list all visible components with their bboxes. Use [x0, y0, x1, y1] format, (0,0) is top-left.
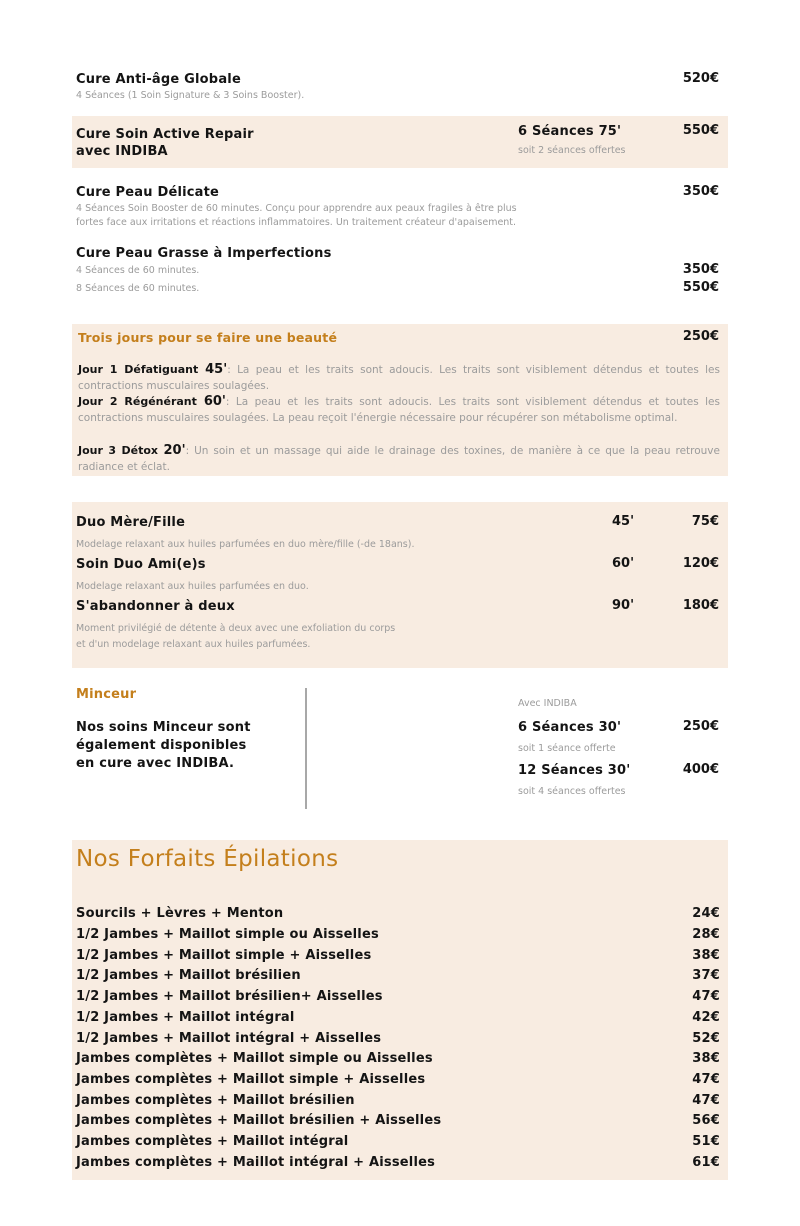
epilation-row [76, 1072, 720, 1093]
cure-option-desc: 8 Séances de 60 minutes. [76, 283, 200, 294]
epilation-row [76, 1031, 720, 1052]
epilation-label: Sourcils + Lèvres + Menton [76, 906, 284, 921]
cure-desc-line: 4 Séances Soin Booster de 60 minutes. Conçu pour apprendre aux peaux fragiles à être plus [76, 203, 517, 214]
duo-duration: 90' [612, 598, 635, 613]
jour-text: : Un soin et un massage qui aide le drainage des toxines, de manière à ce que la peau retrouve radiance et éclat. [78, 445, 720, 473]
epilation-label: Jambes complètes + Maillot intégral + Aisselles [76, 1155, 436, 1170]
epilation-row [76, 1093, 720, 1114]
cure-desc-line: fortes face aux irritations et réactions inflammatoires. Un traitement créateur d'apaisement. [76, 217, 517, 228]
jour-label: Jour 2 Régénérant 60' [78, 394, 226, 409]
epilation-label: 1/2 Jambes + Maillot intégral [76, 1010, 295, 1025]
epilation-row [76, 927, 720, 948]
cure-price: 550€ [682, 123, 719, 138]
minceur-price: 400€ [682, 762, 719, 777]
epilation-label: 1/2 Jambes + Maillot simple + Aisselles [76, 948, 372, 963]
epilation-label: 1/2 Jambes + Maillot simple ou Aisselles [76, 927, 379, 942]
epilation-price: 37€ [692, 968, 720, 983]
cure-title: Cure Anti-âge Globale [76, 72, 241, 87]
duo-title: Soin Duo Ami(e)s [76, 557, 206, 572]
epilation-row [76, 1051, 720, 1072]
cure-title-line: avec INDIBA [76, 144, 168, 159]
epilation-label: Jambes complètes + Maillot intégral [76, 1134, 349, 1149]
jour-text: : La peau et les traits sont adoucis. Les traits sont visiblement détendus et toutes les contractions musculaires soulagées. [78, 364, 720, 392]
epilation-label: 1/2 Jambes + Maillot intégral + Aisselles [76, 1031, 382, 1046]
cure-desc: 4 Séances (1 Soin Signature & 3 Soins Booster). [76, 90, 305, 101]
epilation-price: 24€ [692, 906, 720, 921]
minceur-sessions: 12 Séances 30' [518, 763, 631, 778]
minceur-text-line: également disponibles [76, 738, 247, 753]
duo-price: 120€ [682, 556, 719, 571]
epilation-row [76, 968, 720, 989]
jour-text: : La peau et les traits sont adoucis. Les traits sont visiblement détendus et toutes les contractions musculaires soulagées. La peau reçoit l'énergie nécessaire pour récupérer son métabolisme optimal. [78, 396, 720, 424]
minceur-offer: soit 4 séances offertes [518, 786, 626, 797]
jour-3 [78, 443, 720, 475]
cure-title: Cure Peau Grasse à Imperfections [76, 246, 332, 261]
cure-price: 520€ [682, 71, 719, 86]
epilation-label: Jambes complètes + Maillot brésilien + Aisselles [76, 1113, 442, 1128]
duo-duration: 60' [612, 556, 635, 571]
minceur-price: 250€ [682, 719, 719, 734]
cure-option-price: 550€ [682, 280, 719, 295]
jour-label: Jour 3 Détox 20' [78, 443, 186, 458]
jour-label: Jour 1 Défatiguant 45' [78, 362, 228, 377]
epilation-price: 61€ [692, 1155, 720, 1170]
duo-price: 75€ [691, 514, 719, 529]
minceur-divider [305, 688, 307, 809]
epilation-price: 28€ [692, 927, 720, 942]
duo-price: 180€ [682, 598, 719, 613]
epilations-title: Nos Forfaits Épilations [76, 846, 339, 872]
cure-price: 350€ [682, 184, 719, 199]
jour-2 [78, 394, 720, 426]
duo-desc-line: Moment privilégié de détente à deux avec une exfoliation du corps [76, 623, 396, 634]
epilation-row [76, 989, 720, 1010]
epilation-row [76, 1155, 720, 1176]
epilation-label: Jambes complètes + Maillot brésilien [76, 1093, 355, 1108]
minceur-sessions: 6 Séances 30' [518, 720, 622, 735]
epilation-row [76, 948, 720, 969]
cure-title: Cure Peau Délicate [76, 185, 220, 200]
epilation-price: 47€ [692, 1093, 720, 1108]
minceur-heading: Minceur [76, 687, 137, 702]
epilation-price: 38€ [692, 1051, 720, 1066]
epilation-row [76, 1113, 720, 1134]
duo-duration: 45' [612, 514, 635, 529]
epilation-row [76, 1010, 720, 1031]
epilation-price: 42€ [692, 1010, 720, 1025]
epilation-price: 38€ [692, 948, 720, 963]
duo-desc: Modelage relaxant aux huiles parfumées en duo. [76, 581, 309, 592]
epilation-label: 1/2 Jambes + Maillot brésilien [76, 968, 301, 983]
minceur-text-line: en cure avec INDIBA. [76, 756, 235, 771]
minceur-avec: Avec INDIBA [518, 698, 577, 709]
duo-desc-line: et d'un modelage relaxant aux huiles parfumées. [76, 639, 311, 650]
epilation-price: 47€ [692, 1072, 720, 1087]
minceur-offer: soit 1 séance offerte [518, 743, 616, 754]
cure-title-line: Cure Soin Active Repair [76, 127, 254, 142]
epilation-price: 47€ [692, 989, 720, 1004]
epilation-row [76, 906, 720, 927]
cure-option-price: 350€ [682, 262, 719, 277]
duo-desc: Modelage relaxant aux huiles parfumées en duo mère/fille (-de 18ans). [76, 539, 415, 550]
cure-offer: soit 2 séances offertes [518, 145, 626, 156]
cure-sessions: 6 Séances 75' [518, 124, 622, 139]
duo-title: S'abandonner à deux [76, 599, 235, 614]
epilation-price: 52€ [692, 1031, 720, 1046]
minceur-text-line: Nos soins Minceur sont [76, 720, 251, 735]
trois-jours-price: 250€ [682, 329, 719, 344]
epilation-label: Jambes complètes + Maillot simple ou Aisselles [76, 1051, 433, 1066]
epilation-price: 56€ [692, 1113, 720, 1128]
duo-title: Duo Mère/Fille [76, 515, 186, 530]
epilation-label: Jambes complètes + Maillot simple + Aisselles [76, 1072, 426, 1087]
trois-jours-title: Trois jours pour se faire une beauté [78, 330, 338, 345]
epilation-row [76, 1134, 720, 1155]
epilation-price: 51€ [692, 1134, 720, 1149]
epilation-label: 1/2 Jambes + Maillot brésilien+ Aisselles [76, 989, 383, 1004]
cure-option-desc: 4 Séances de 60 minutes. [76, 265, 200, 276]
jour-1 [78, 362, 720, 394]
